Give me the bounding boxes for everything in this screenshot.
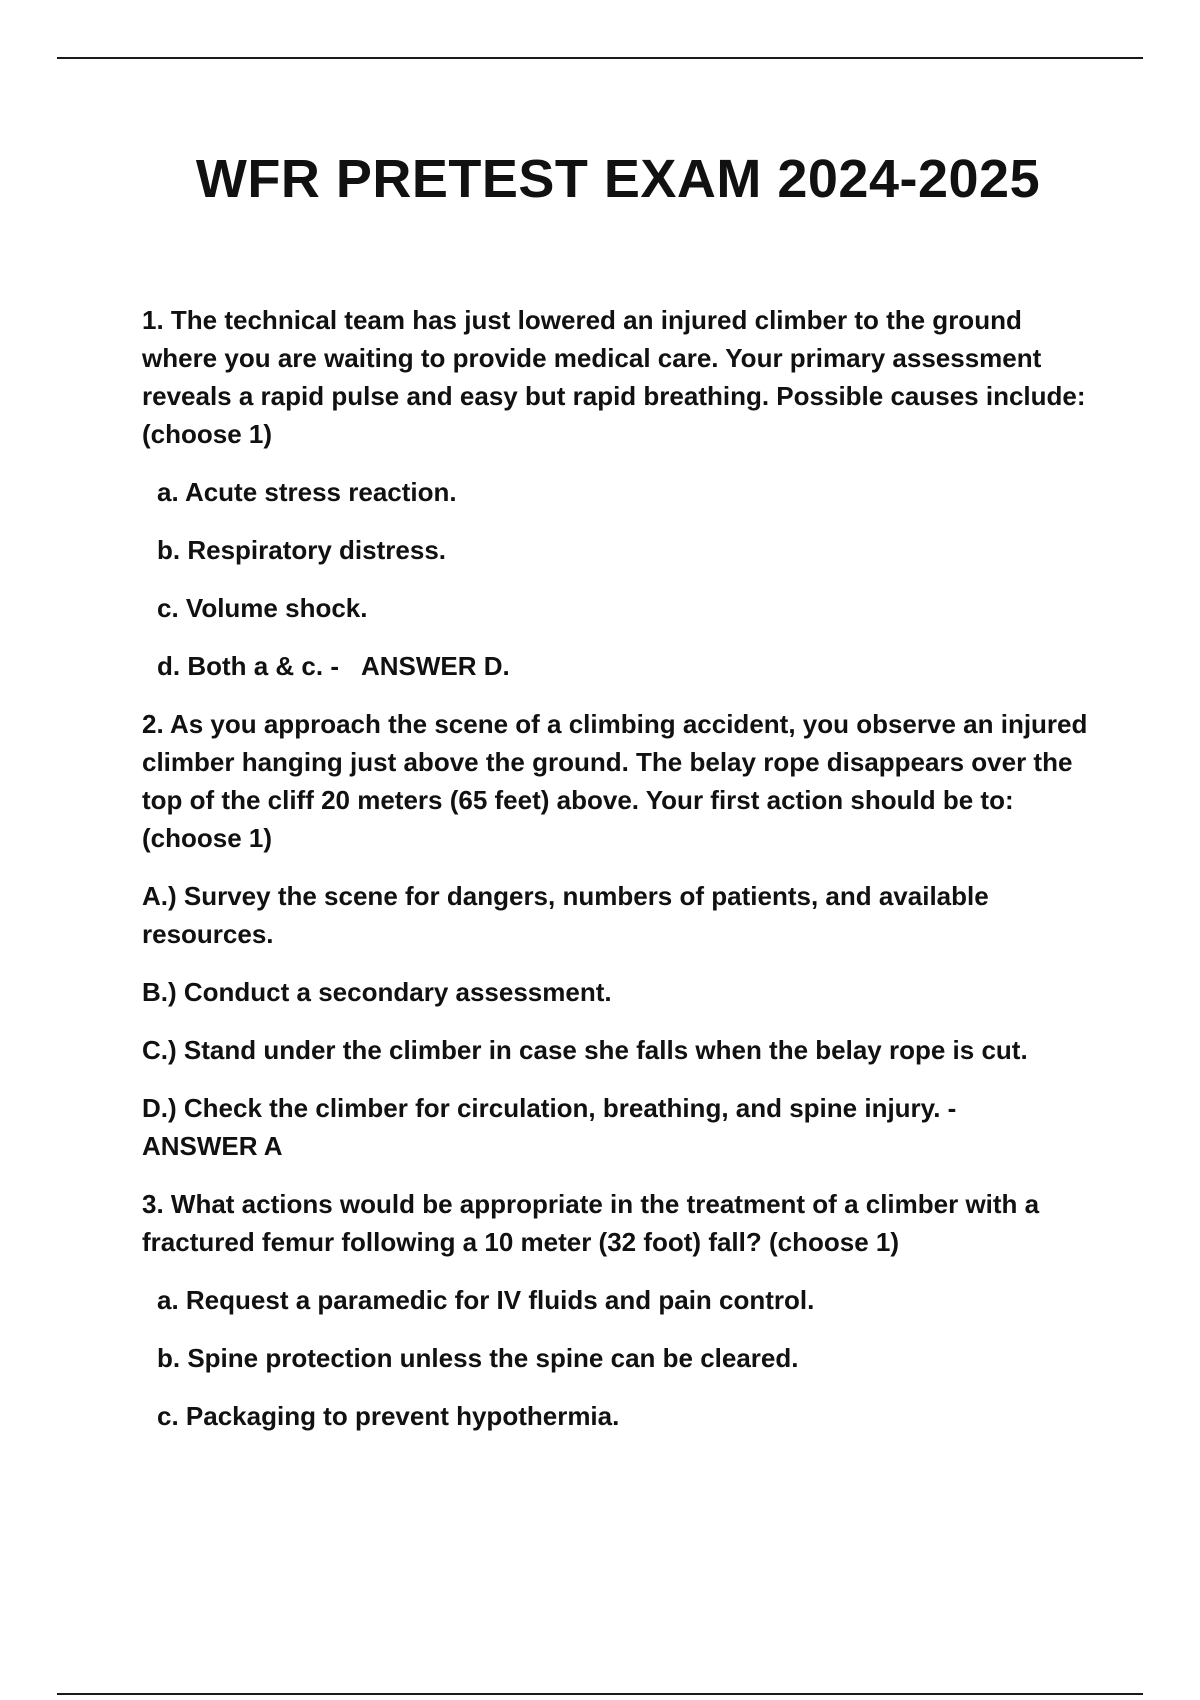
exam-content [142, 301, 1092, 1455]
question-2-option-c: C.) Stand under the climber in case she falls when the belay rope is cut. [142, 1035, 1028, 1065]
question-2-option-b: B.) Conduct a secondary assessment. [142, 977, 612, 1007]
question-3-option-b: b. Spine protection unless the spine can be cleared. [157, 1343, 799, 1373]
question-2-option-d [142, 1089, 1092, 1165]
question-1-stem: 1. The technical team has just lowered an injured climber to the ground where you are waiting to provide medical care. Your primary assessment reveals a rapid pulse and easy but rapid breathing. Possible causes include: (choose 1) [142, 305, 1086, 449]
question-1-answer: ANSWER D. [361, 651, 510, 681]
question-3-stem: 3. What actions would be appropriate in the treatment of a climber with a fractured femur following a 10 meter (32 foot) fall? (choose 1) [142, 1189, 1040, 1257]
question-1 [142, 301, 1092, 685]
question-2-stem: 2. As you approach the scene of a climbing accident, you observe an injured climber hanging just above the ground. The belay rope disappears over the top of the cliff 20 meters (65 feet) above. Your first action should be to: (choose 1) [142, 709, 1088, 853]
question-2-option-d-text: D.) Check the climber for circulation, breathing, and spine injury. - [142, 1093, 957, 1123]
top-rule [57, 57, 1143, 59]
question-1-option-a: a. Acute stress reaction. [157, 477, 457, 507]
bottom-rule [57, 1693, 1143, 1695]
question-2-answer: ANSWER A [142, 1131, 283, 1161]
question-3-option-a: a. Request a paramedic for IV fluids and pain control. [157, 1285, 815, 1315]
question-3-option-c: c. Packaging to prevent hypothermia. [157, 1401, 620, 1431]
question-1-option-c: c. Volume shock. [157, 593, 368, 623]
page-title: WFR PRETEST EXAM 2024-2025 [195, 149, 1041, 209]
question-1-option-d [142, 647, 1092, 685]
question-1-option-b: b. Respiratory distress. [157, 535, 446, 565]
question-3 [142, 1185, 1092, 1435]
question-1-option-d-text: d. Both a & c. - [157, 651, 339, 681]
question-2 [142, 705, 1092, 1165]
question-2-option-a: A.) Survey the scene for dangers, numbers of patients, and available resources. [142, 881, 989, 949]
